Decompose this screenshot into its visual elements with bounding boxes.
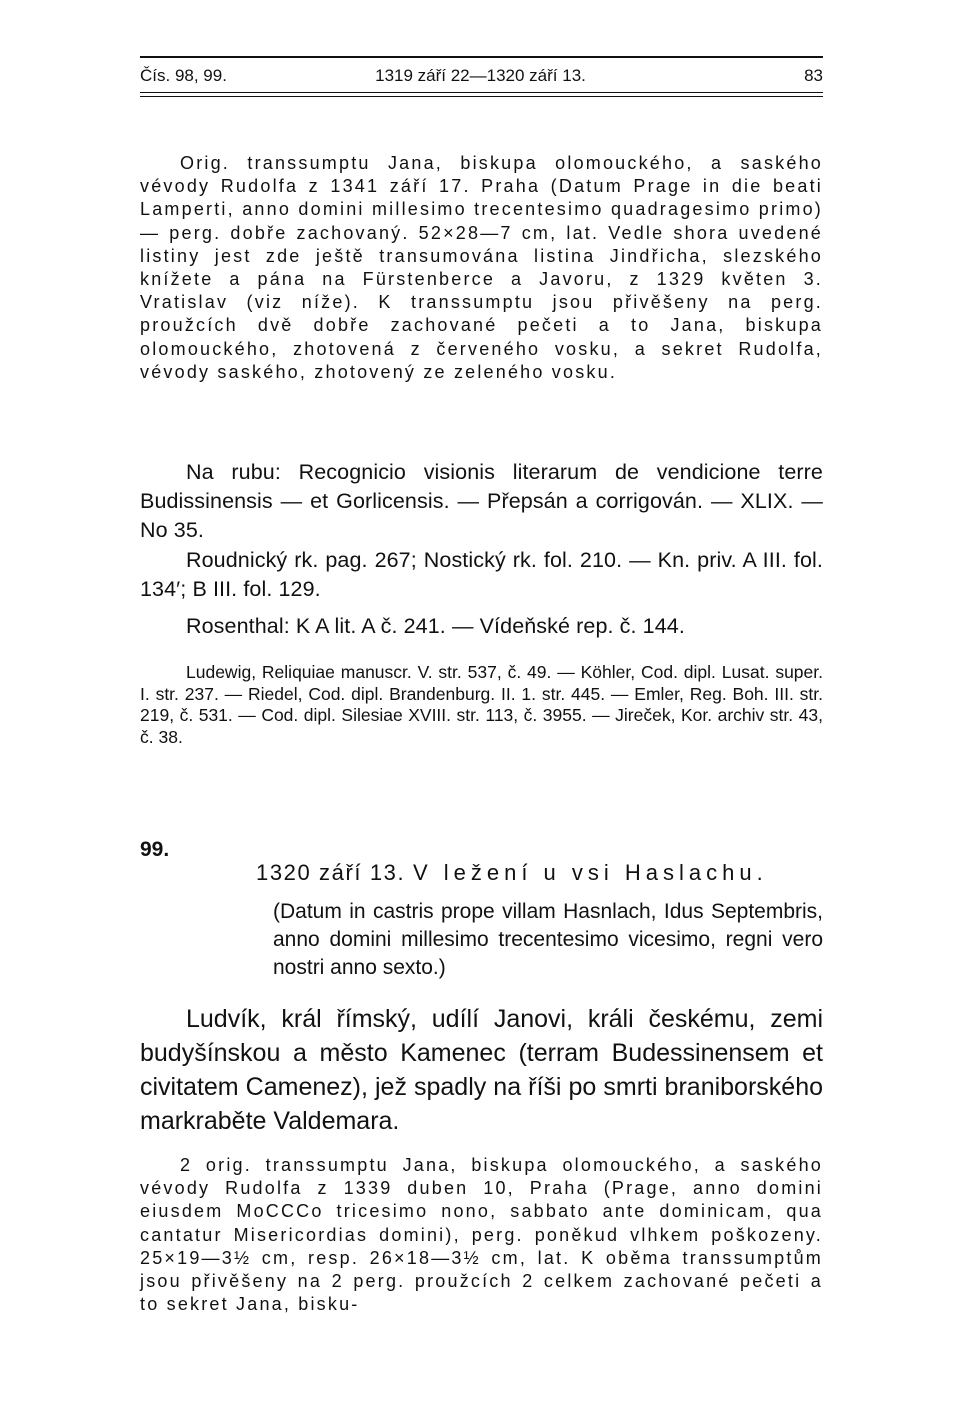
doc98-literature: Ludewig, Reliquiae manuscr. V. str. 537, č. 49. — Köhler, Cod. dipl. Lusat. super. I. str. 237. — Riedel, Cod. dipl. Brandenburg. II. 1. str. 445. — Emler, Reg. Boh. III. str. 219, č. 531. — Cod. dipl. Silesiae XVIII. str. 113, č. 3955. — Jireček, Kor. archiv str. 43, č. 38. bbox=[140, 662, 823, 747]
doc99-number: 99. bbox=[140, 838, 170, 861]
doc99-regest: Ludvík, král římský, udílí Janovi, králi českému, zemi budyšínskou a město Kamenec (terram Budessinensem et civitatem Camenez), jež spadly na říši po smrti braniborského markraběte Valdemara. bbox=[140, 1005, 823, 1135]
doc99-latin-dating: (Datum in castris prope villam Hasnlach, Idus Septembris, anno domini millesimo trecentesimo vicesimo, regni vero nostri anno sexto.) bbox=[273, 900, 823, 979]
header-document-numbers: Čís. 98, 99. bbox=[140, 66, 227, 85]
doc99-date: 1320 září 13. bbox=[256, 860, 406, 885]
doc99-heading bbox=[256, 860, 826, 886]
header-double-rule bbox=[140, 92, 823, 97]
header-row bbox=[140, 58, 823, 92]
doc99-place: V ležení u vsi Haslachu. bbox=[412, 860, 768, 885]
doc98-verso-note: Na rubu: Recognicio visionis literarum de vendicione terre Budissinensis — et Gorlicensis. — Přepsán a corrigován. — XLIX. — No 35. bbox=[140, 460, 823, 542]
page-number: 83 bbox=[804, 66, 823, 85]
page-header bbox=[140, 56, 823, 97]
doc98-registers: Roudnický rk. pag. 267; Nostický rk. fol. 210. — Kn. priv. A III. fol. 134′; B III. fol. 129. bbox=[140, 548, 823, 601]
doc98-description: Orig. transsumptu Jana, biskupa olomouckého, a saského vévody Rudolfa z 1341 září 17. Praha (Datum Prage in die beati Lamperti, anno domini millesimo trecentesimo quadragesimo primo) — perg. dobře zachovaný. 52×28—7 cm, lat. Vedle shora uvedené listiny jest zde ještě transumována listina Jindřicha, slezského knížete a pána na Fürstenberce a Javoru, z 1329 květen 3. Vratislav (viz níže). K transsumptu jsou přivěšeny na perg. proužcích dvě dobře zachované pečeti a to Jana, biskupa olomouckého, zhotovená z červeného vosku, a sekret Rudolfa, vévody saského, zhotovený ze zeleného vosku. bbox=[140, 153, 823, 382]
doc98-rosenthal: Rosenthal: K A lit. A č. 241. — Vídeňské rep. č. 144. bbox=[186, 614, 685, 638]
header-date-range: 1319 září 22—1320 září 13. bbox=[375, 66, 586, 85]
doc99-description: 2 orig. transsumptu Jana, biskupa olomouckého, a saského vévody Rudolfa z 1339 duben 10, Praha (Prage, anno domini eiusdem MoCCCo tricesimo nono, sabbato ante dominicam, qua cantatur Misericordias domini), perg. poněkud vlhkem poškozeny. 25×19—3½ cm, resp. 26×18—3½ cm, lat. K oběma transsumptům jsou přivěšeny na 2 perg. proužcích 2 celkem zachované pečeti a to sekret Jana, bisku- bbox=[140, 1155, 823, 1315]
